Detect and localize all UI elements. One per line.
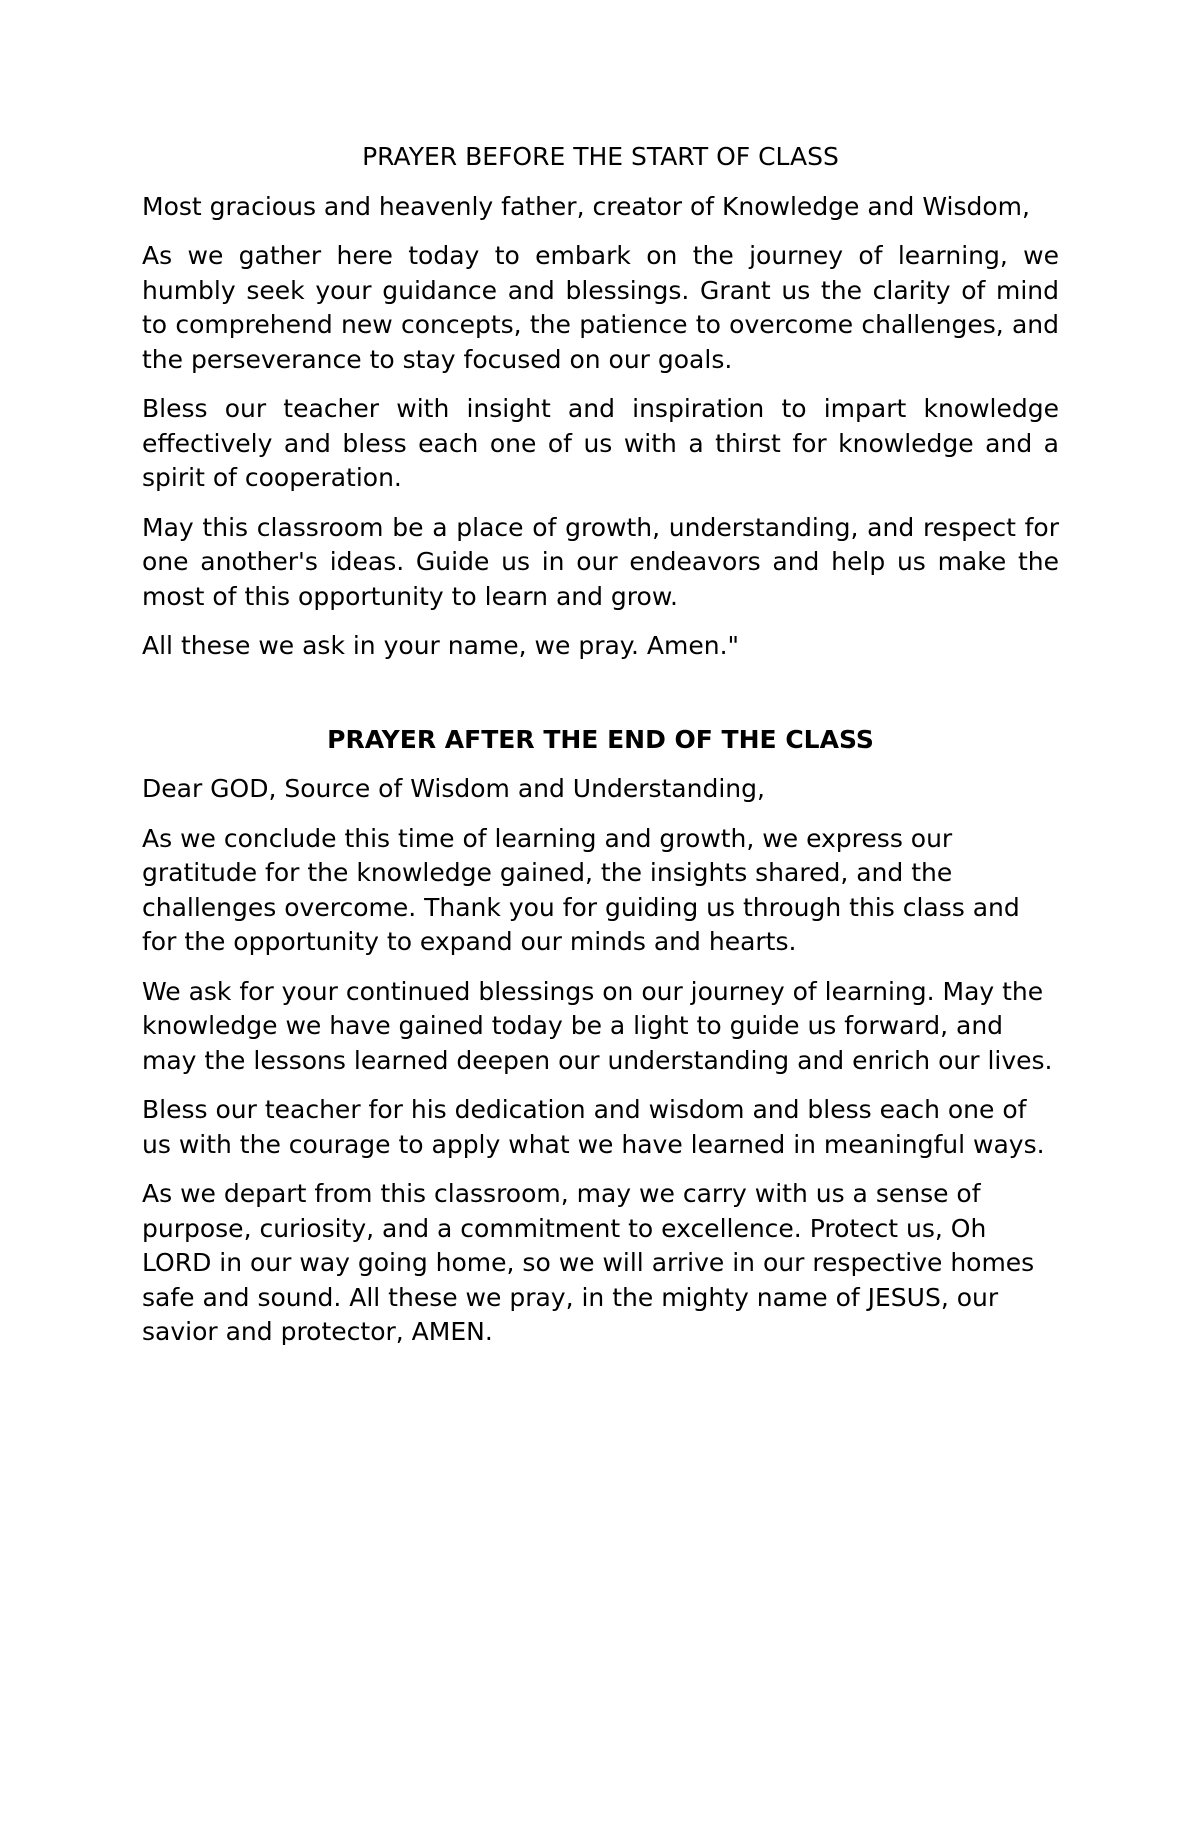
paragraph-teacher-dedication: Bless our teacher for his dedication and wisdom and bless each one of us with the courage to apply what we have learned in meaningful ways. [142,1095,1045,1159]
paragraph-teacher-blessing: Bless our teacher with insight and inspiration to impart knowledge effectively and bless each one of us with a thirst for knowledge and a spirit of cooperation. [142,394,1059,492]
heading-before-class: PRAYER BEFORE THE START OF CLASS [362,142,839,171]
document-page [142,140,1059,1365]
paragraph-invocation: Most gracious and heavenly father, creator of Knowledge and Wisdom, [142,191,1030,221]
paragraph-salutation: Dear GOD, Source of Wisdom and Understanding, [142,774,765,803]
heading-after-class: PRAYER AFTER THE END OF THE CLASS [327,724,874,754]
paragraph-guidance: As we gather here today to embark on the journey of learning, we humbly seek your guidance and blessings. Grant us the clarity of mind to comprehend new concepts, the patience to overcome challenges, and the perseverance to stay focused on our goals. [142,241,1059,374]
section-spacer [142,679,1059,723]
paragraph-classroom: May this classroom be a place of growth, understanding, and respect for one another's ideas. Guide us in our endeavors and help us make the most of this opportunity to learn and grow. [142,512,1059,611]
paragraph-continued-blessings: We ask for your continued blessings on our journey of learning. May the knowledge we have gained today be a light to guide us forward, and may the lessons learned deepen our understanding and enrich our lives. [142,976,1053,1075]
paragraph-departure: As we depart from this classroom, may we carry with us a sense of purpose, curiosity, and a commitment to excellence. Protect us, Oh LORD in our way going home, so we will arrive in our respective homes safe and sound. All these we pray, in the mighty name of JESUS, our savior and protector, AMEN. [142,1179,1035,1346]
paragraph-gratitude: As we conclude this time of learning and growth, we express our gratitude for the knowledge gained, the insights shared, and the challenges overcome. Thank you for guiding us through this class and for the opportunity to expand our minds and hearts. [142,823,1020,956]
paragraph-closing-amen: All these we ask in your name, we pray. Amen." [142,631,740,660]
